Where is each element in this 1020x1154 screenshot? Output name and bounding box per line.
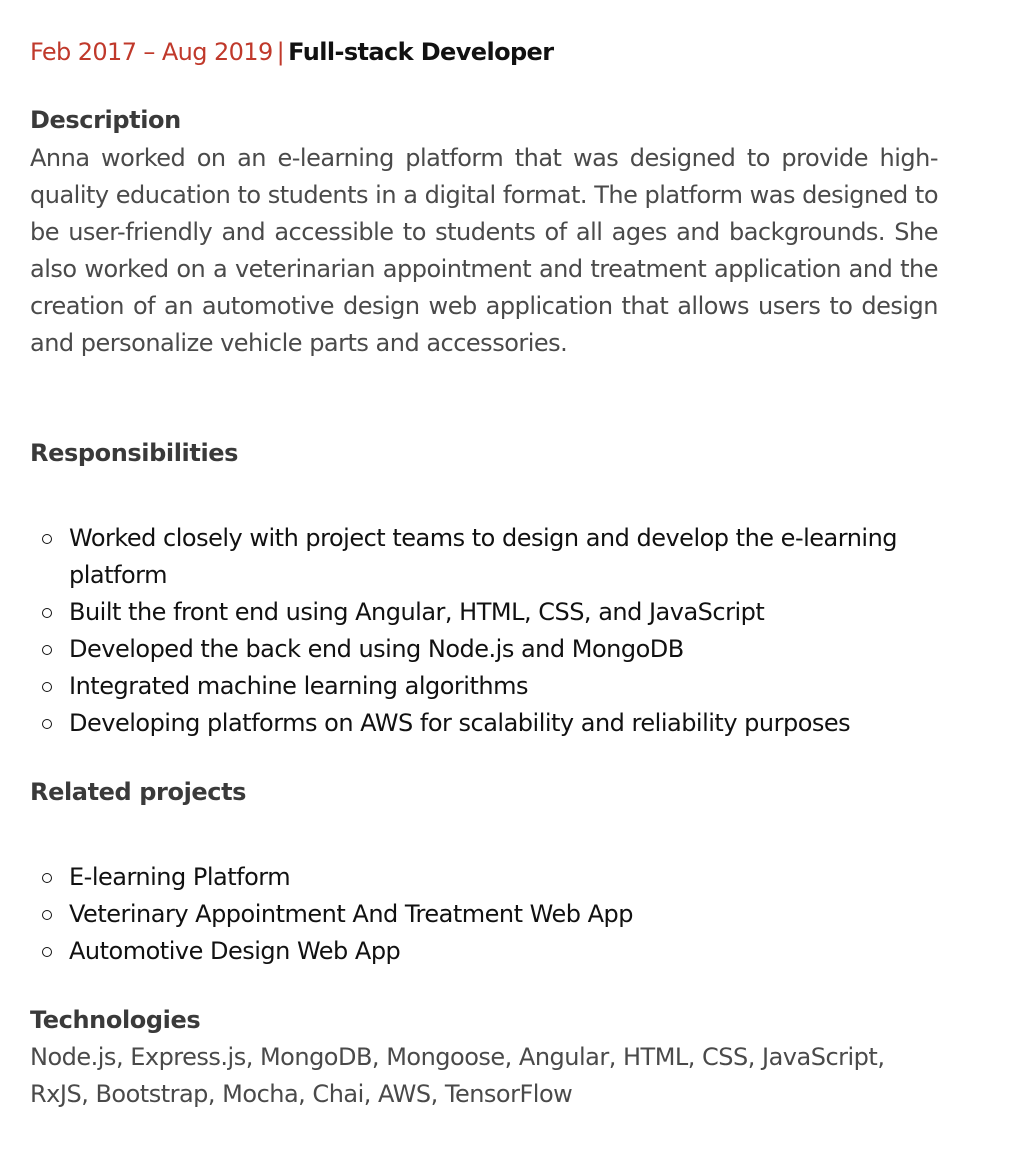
hollow-circle-bullet-icon bbox=[42, 947, 52, 957]
responsibilities-list bbox=[30, 520, 938, 742]
hollow-circle-bullet-icon bbox=[42, 910, 52, 920]
list-item bbox=[30, 668, 938, 705]
list-item-text: Veterinary Appointment And Treatment Web App bbox=[69, 900, 633, 928]
related-projects-list bbox=[30, 859, 938, 970]
list-item bbox=[30, 520, 938, 594]
list-item-text: E-learning Platform bbox=[69, 863, 291, 891]
job-role: Full-stack Developer bbox=[288, 38, 554, 66]
hollow-circle-bullet-icon bbox=[42, 682, 52, 692]
list-item-text: Integrated machine learning algorithms bbox=[69, 672, 528, 700]
hollow-circle-bullet-icon bbox=[42, 719, 52, 729]
list-item bbox=[30, 631, 938, 668]
technologies-text: Node.js, Express.js, MongoDB, Mongoose, Angular, HTML, CSS, JavaScript, RxJS, Bootstrap, Mocha, Chai, AWS, TensorFlow bbox=[30, 1043, 885, 1108]
job-header bbox=[30, 36, 553, 68]
related-projects-heading: Related projects bbox=[30, 778, 247, 806]
hollow-circle-bullet-icon bbox=[42, 873, 52, 883]
job-period: Feb 2017 – Aug 2019 bbox=[30, 38, 273, 66]
list-item bbox=[30, 933, 938, 970]
list-item-text: Built the front end using Angular, HTML, CSS, and JavaScript bbox=[69, 598, 765, 626]
header-separator: | bbox=[276, 38, 285, 66]
list-item-text: Developed the back end using Node.js and MongoDB bbox=[69, 635, 684, 663]
hollow-circle-bullet-icon bbox=[42, 534, 52, 544]
list-item-text: Developing platforms on AWS for scalability and reliability purposes bbox=[69, 709, 851, 737]
hollow-circle-bullet-icon bbox=[42, 608, 52, 618]
description-text: Anna worked on an e-learning platform that was designed to provide high-quality education to students in a digital format. The platform was designed to be user-friendly and accessible to students of all ages and backgrounds. She also worked on a veterinarian appointment and treatment application and the creation of an automotive design web application that allows users to design and personalize vehicle parts and accessories. bbox=[30, 144, 938, 357]
list-item bbox=[30, 594, 938, 631]
hollow-circle-bullet-icon bbox=[42, 645, 52, 655]
list-item-text: Automotive Design Web App bbox=[69, 937, 401, 965]
responsibilities-heading: Responsibilities bbox=[30, 439, 239, 467]
list-item bbox=[30, 705, 938, 742]
list-item-text: Worked closely with project teams to design and develop the e-learning platform bbox=[69, 524, 898, 589]
list-item bbox=[30, 859, 938, 896]
technologies-heading: Technologies bbox=[30, 1006, 201, 1034]
description-heading: Description bbox=[30, 106, 181, 134]
list-item bbox=[30, 896, 938, 933]
